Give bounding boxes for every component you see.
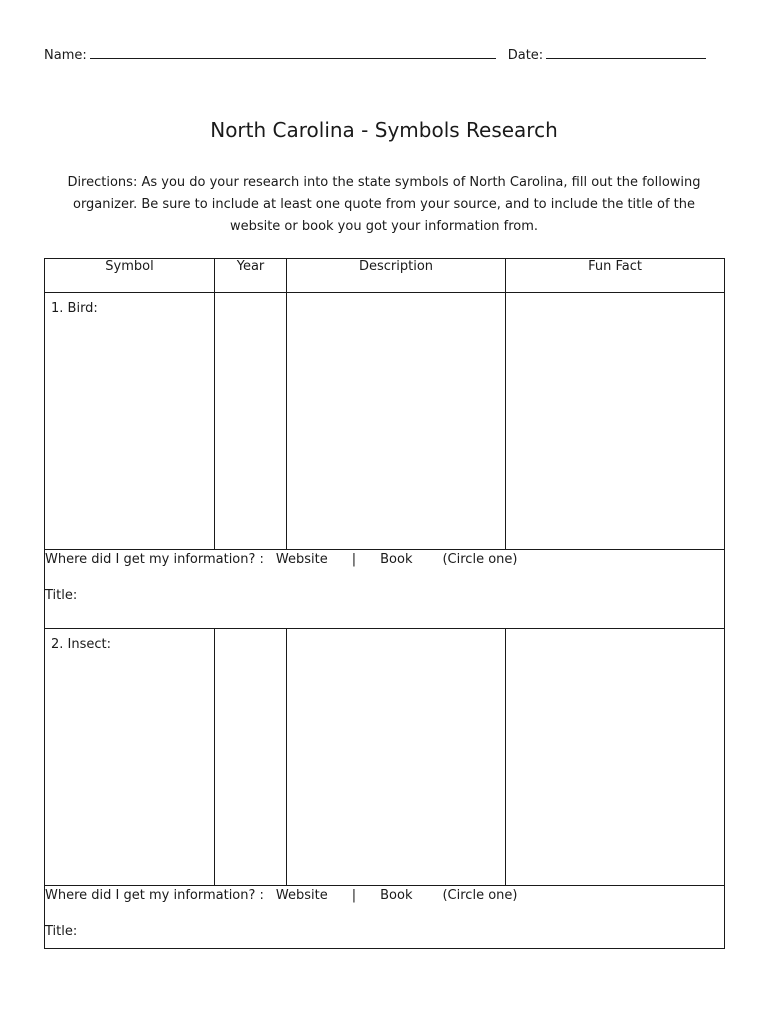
option-website[interactable]: Website xyxy=(275,552,328,567)
symbol-cell-bird[interactable]: 1. Bird: xyxy=(45,293,215,550)
source-question-line xyxy=(45,886,724,906)
source-title-label: Title: xyxy=(45,924,78,939)
research-organizer-table xyxy=(44,258,725,949)
column-header-year: Year xyxy=(215,259,287,293)
name-field[interactable] xyxy=(90,48,496,59)
year-cell-insect[interactable] xyxy=(215,629,287,886)
year-cell-bird[interactable] xyxy=(215,293,287,550)
fun-fact-cell-bird[interactable] xyxy=(506,293,725,550)
option-book[interactable]: Book xyxy=(380,552,413,567)
option-divider: | xyxy=(351,552,357,567)
source-title-label: Title: xyxy=(45,588,78,603)
table-header-row xyxy=(45,259,725,293)
source-cell-bird[interactable] xyxy=(45,550,725,629)
source-question: Where did I get my information? : xyxy=(45,888,264,903)
option-website[interactable]: Website xyxy=(275,888,328,903)
source-row-bird xyxy=(45,550,725,629)
header-line xyxy=(44,48,724,63)
option-book[interactable]: Book xyxy=(380,888,413,903)
circle-one-instruction: (Circle one) xyxy=(442,888,518,903)
page-title: North Carolina - Symbols Research xyxy=(210,118,558,142)
source-row-insect xyxy=(45,886,725,949)
column-header-fun-fact: Fun Fact xyxy=(506,259,725,293)
date-field[interactable] xyxy=(546,48,706,59)
description-cell-bird[interactable] xyxy=(287,293,506,550)
option-divider: | xyxy=(351,888,357,903)
source-cell-insect[interactable] xyxy=(45,886,725,949)
column-header-description: Description xyxy=(287,259,506,293)
description-cell-insect[interactable] xyxy=(287,629,506,886)
table-row-insect xyxy=(45,629,725,886)
table-row-bird xyxy=(45,293,725,550)
column-header-symbol: Symbol xyxy=(45,259,215,293)
date-label: Date: xyxy=(507,48,544,63)
directions-text: Directions: As you do your research into the state symbols of North Carolina, fill out the following organizer. Be sure to include at least one quote from your source, and to include the title of the website or book you got your information from. xyxy=(67,175,701,234)
source-question: Where did I get my information? : xyxy=(45,552,264,567)
source-question-line xyxy=(45,550,724,570)
name-label: Name: xyxy=(44,48,87,63)
circle-one-instruction: (Circle one) xyxy=(442,552,518,567)
fun-fact-cell-insect[interactable] xyxy=(506,629,725,886)
symbol-cell-insect[interactable]: 2. Insect: xyxy=(45,629,215,886)
